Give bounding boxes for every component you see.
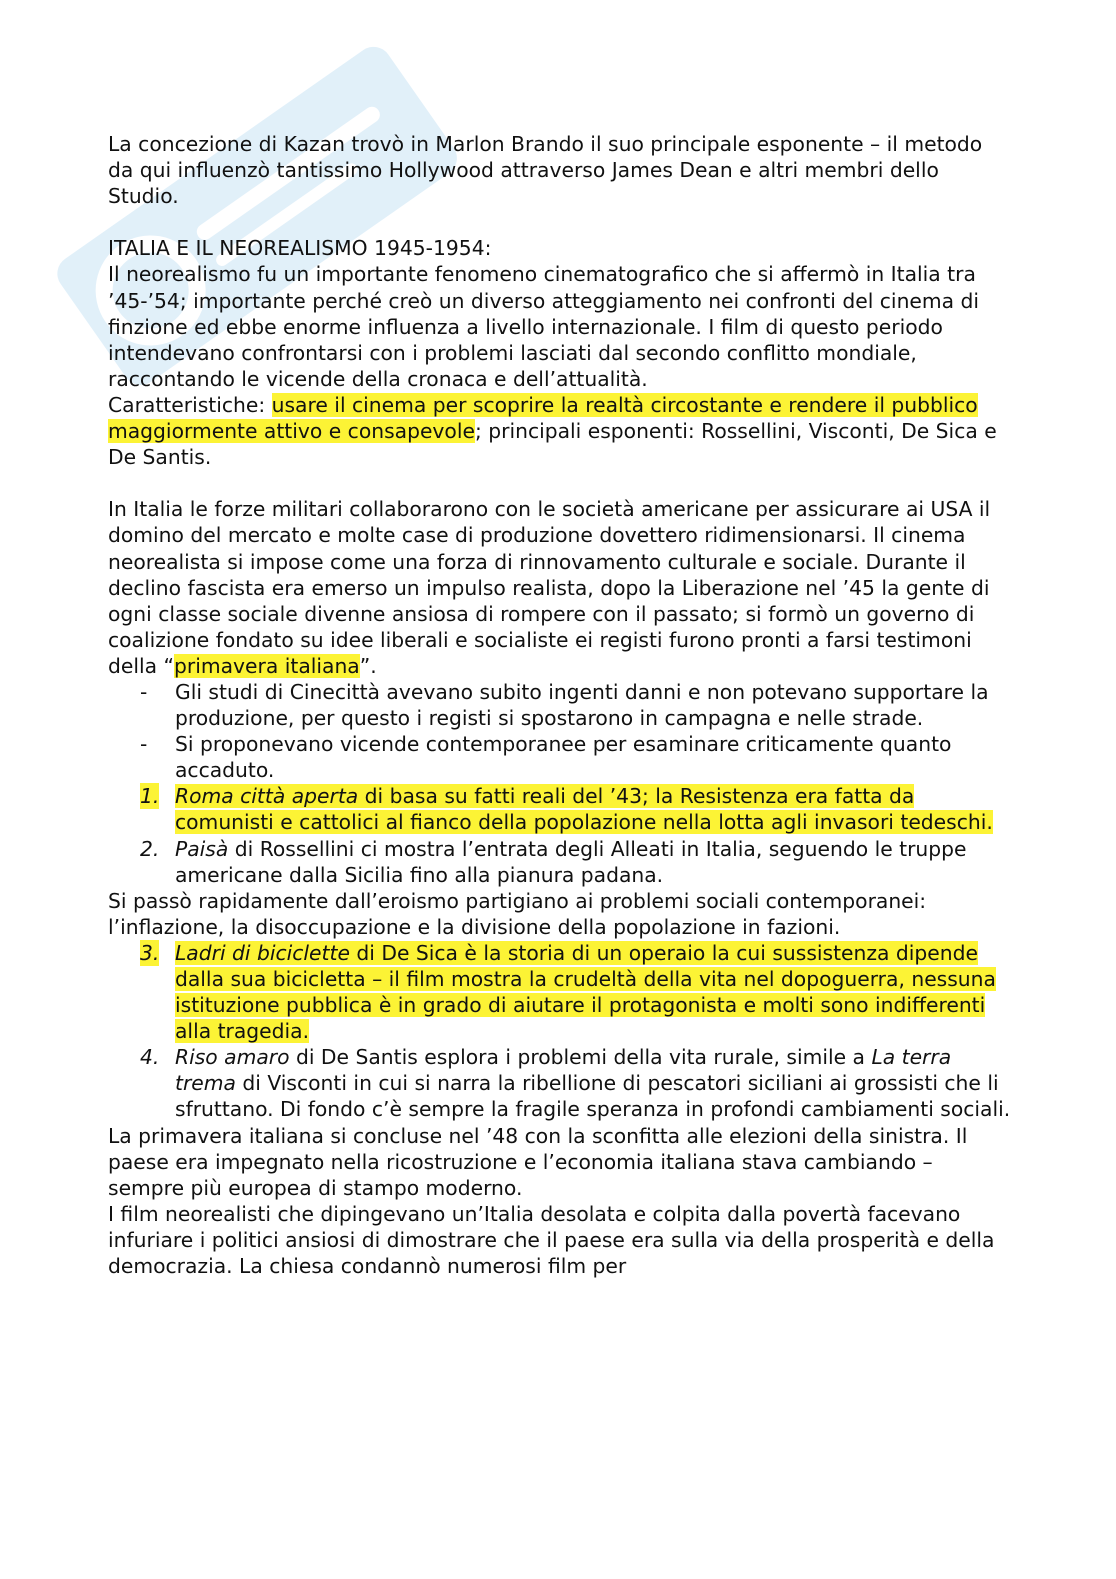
paragraph-caratteristiche: [108, 392, 1013, 470]
item-number: 1.: [140, 784, 160, 809]
highlight-primavera-italiana: primavera italiana: [174, 653, 360, 678]
caratteristiche-label: Caratteristiche:: [108, 392, 272, 417]
blank-line: [108, 209, 1013, 235]
bullet-list: [108, 679, 1013, 783]
forze-end: ”.: [359, 653, 377, 678]
paragraph-forze-militari: [108, 496, 1013, 679]
paragraph-primavera-conclusa: La primavera italiana si concluse nel ’48 con la sconfitta alle elezioni della sinistra. Il paese era impegnato nella ricostruzione e l’economia italiana stava cambiando – sempre più europea di stampo moderno.: [108, 1123, 968, 1200]
item-text: di De Santis esplora i problemi della vita rurale, simile a: [289, 1045, 872, 1070]
item-number: 2.: [140, 836, 160, 861]
blank-line: [108, 470, 1013, 496]
paragraph-intro: Il neorealismo fu un importante fenomeno cinematografico che si affermò in Italia tra ’45-’54; importante perché creò un diverso atteggiamento nei confronti del cinema di finzione ed ebbe enorme influenza a livello internazionale. I film di questo periodo intendevano confrontarsi con i problemi lasciati dal secondo conflitto mondiale, raccontando le vicende della cronaca e dell’attualità.: [108, 262, 980, 391]
item-text: di Rossellini ci mostra l’entrata degli Alleati in Italia, seguendo le truppe americane dalla Sicilia fino alla pianura padana.: [175, 836, 967, 887]
highlight-caratteristiche: usare il cinema per scoprire la realtà circostante e rendere il pubblico maggiormente attivo e consapevole: [108, 392, 978, 444]
item-number: 4.: [140, 1045, 160, 1070]
item-text: di basa su fatti reali del ’43; la Resistenza era fatta da comunisti e cattolici al fianco della popolazione nella lotta agli invasori tedeschi.: [175, 784, 993, 835]
list-item-roma-citta-aperta: [108, 783, 1013, 835]
list-item: - Gli studi di Cinecittà avevano subito ingenti danni e non potevano supportare la produzione, per questo i registi si spostarono in campagna e nelle strade.: [108, 679, 1013, 731]
item-number: 3.: [140, 940, 160, 965]
film-title-la-terra-trema: La terra trema: [175, 1045, 952, 1096]
section-heading: ITALIA E IL NEOREALISMO 1945-1954:: [108, 236, 492, 261]
list-item-riso-amaro: [108, 1044, 1013, 1122]
list-item-paisa: [108, 836, 1013, 888]
film-list-b: [108, 940, 1013, 1123]
film-list-a: [108, 783, 1013, 887]
film-title: Paisà: [175, 836, 229, 861]
forze-text: In Italia le forze militari collaborarono con le società americane per assicurare ai USA il domino del mercato e molte case di produzione dovettero ridimensionarsi. Il cinema neorealista si impose come una forza di rinnovamento culturale e sociale. Durante il declino fascista era emerso un impulso realista, dopo la Liberazione nel ’45 la gente di ogni classe sociale divenne ansiosa di rompere con il passato; si formò un governo di coalizione fondato su idee liberali e socialiste ei registi furono pronti a farsi testimoni della “: [108, 497, 991, 678]
film-title: Ladri di biciclette: [175, 940, 350, 965]
item-text: di Visconti in cui si narra la ribellione di pescatori siciliani ai grossisti che li sfruttano. Di fondo c’è sempre la fragile speranza in profondi cambiamenti sociali.: [175, 1071, 1011, 1122]
caratteristiche-rest: ; principali esponenti: Rossellini, Visconti, De Sica e De Santis.: [108, 419, 997, 470]
film-title: Riso amaro: [175, 1045, 290, 1070]
paragraph-kazan: La concezione di Kazan trovò in Marlon Brando il suo principale esponente – il metodo da qui influenzò tantissimo Hollywood attraverso James Dean e altri membri dello Studio.: [108, 132, 983, 209]
list-item: - Si proponevano vicende contemporanee per esaminare criticamente quanto accaduto.: [108, 731, 1013, 783]
document-page: [108, 131, 1013, 1279]
paragraph-film-neorealisti: I film neorealisti che dipingevano un’Italia desolata e colpita dalla povertà facevano infuriare i politici ansiosi di dimostrare che il paese era sulla via della prosperità e della democrazia. La chiesa condannò numerosi film per: [108, 1201, 995, 1279]
film-title: Roma città aperta: [175, 784, 359, 809]
item-text: di De Sica è la storia di un operaio la cui sussistenza dipende dalla sua bicicletta – il film mostra la crudeltà della vita nel dopoguerra, nessuna istituzione pubblica è in grado di aiutare il protagonista e molti sono indifferenti alla tragedia.: [175, 940, 996, 1044]
paragraph-eroismo: Si passò rapidamente dall’eroismo partigiano ai problemi sociali contemporanei: l’inflazione, la disoccupazione e la divisione della popolazione in fazioni.: [108, 888, 927, 939]
list-item-ladri-di-biciclette: [108, 940, 1013, 1044]
